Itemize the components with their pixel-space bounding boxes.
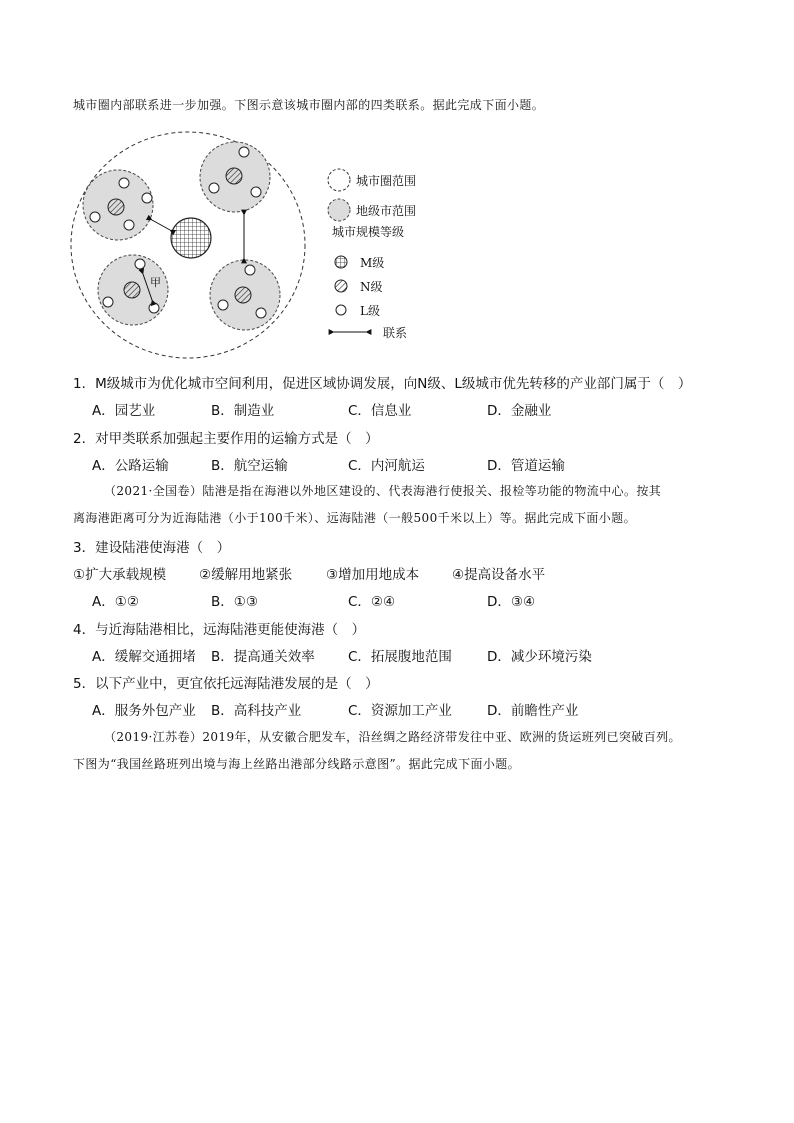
q4-option-b[interactable]: B．提高通关效率 <box>211 649 315 665</box>
q1-option-b[interactable]: B．制造业 <box>211 403 275 419</box>
q1-option-c[interactable]: C．信息业 <box>348 403 412 419</box>
intro-text-3-line-2: 下图为“我国丝路班列出境与海上丝路出港部分线路示意图”。据此完成下面小题。 <box>73 757 521 771</box>
question-3-stem: 3．建设陆港使海港（ ） <box>73 540 231 556</box>
link-left-to-m <box>152 220 170 230</box>
q2-option-c[interactable]: C．内河航运 <box>348 458 425 474</box>
q5-option-d[interactable]: D．前瞻性产业 <box>487 703 579 719</box>
q3-item-2: ②缓解用地紧张 <box>199 567 293 583</box>
q1-option-d[interactable]: D．金融业 <box>487 403 552 419</box>
q5-option-c[interactable]: C．资源加工产业 <box>348 703 452 719</box>
legend-link: 联系 <box>383 326 408 340</box>
intro-text-2-line-1 <box>104 482 661 499</box>
prefecture-top-right <box>200 142 270 212</box>
prefecture-bottom-right <box>210 260 280 330</box>
label-jia: 甲 <box>150 276 161 289</box>
legend-l: L级 <box>360 304 380 318</box>
m-city <box>171 218 211 258</box>
question-2-stem: 2．对甲类联系加强起主要作用的运输方式是（ ） <box>73 431 379 447</box>
q2-option-a[interactable]: A．公路运输 <box>92 458 169 474</box>
intro-text-2-line-2: 离海港距离可分为近海陆港（小于100千米）、远海陆港（一般500千米以上）等。据此完成下面小题。 <box>73 511 637 525</box>
question-4-stem: 4．与近海陆港相比，远海陆港更能使海港（ ） <box>73 622 366 638</box>
prefecture-left <box>83 170 153 240</box>
intro-text-1: 城市圈内部联系进一步加强。下图示意该城市圈内部的四类联系。据此完成下面小题。 <box>73 98 545 112</box>
legend-n: N级 <box>360 280 383 294</box>
q4-option-a[interactable]: A．缓解交通拥堵 <box>92 649 196 665</box>
prefecture-bottom-left <box>98 255 168 325</box>
q3-option-c[interactable]: C．②④ <box>348 594 396 610</box>
intro-2-body: 陆港是指在海港以外地区建设的、代表海港行使报关、报检等功能的物流中心。按其 <box>202 484 662 498</box>
city-circle-figure <box>68 130 448 365</box>
q5-option-a[interactable]: A．服务外包产业 <box>92 703 196 719</box>
legend-city-range: 地级市范围 <box>356 204 417 218</box>
q4-option-c[interactable]: C．拓展腹地范围 <box>348 649 452 665</box>
q3-item-3: ③增加用地成本 <box>326 567 420 583</box>
question-5-stem: 5．以下产业中，更宜依托远海陆港发展的是（ ） <box>73 676 379 692</box>
q5-option-b[interactable]: B．高科技产业 <box>211 703 302 719</box>
legend <box>328 169 416 340</box>
q1-option-a[interactable]: A．园艺业 <box>92 403 156 419</box>
q4-option-d[interactable]: D．减少环境污染 <box>487 649 592 665</box>
q3-item-1: ①扩大承载规模 <box>73 567 167 583</box>
q2-option-b[interactable]: B．航空运输 <box>211 458 288 474</box>
source-tag-2021: （2021·全国卷） <box>104 484 203 498</box>
q3-option-a[interactable]: A．①② <box>92 594 139 610</box>
legend-circle-range: 城市圈范围 <box>356 174 417 188</box>
q3-option-d[interactable]: D．③④ <box>487 594 536 610</box>
legend-m: M级 <box>360 256 385 270</box>
legend-scale-title: 城市规模等级 <box>332 225 405 239</box>
intro-text-3-line-1: （2019·江苏卷）2019年，从安徽合肥发车，沿丝绸之路经济带发往中亚、欧洲的货运班列已突破百列。 <box>104 730 681 744</box>
q3-option-b[interactable]: B．①③ <box>211 594 258 610</box>
q2-option-d[interactable]: D．管道运输 <box>487 458 565 474</box>
question-1-stem: 1．M级城市为优化城市空间利用，促进区域协调发展，向N级、L级城市优先转移的产业部门属于（ ） <box>73 376 692 392</box>
q3-item-4: ④提高设备水平 <box>452 567 546 583</box>
